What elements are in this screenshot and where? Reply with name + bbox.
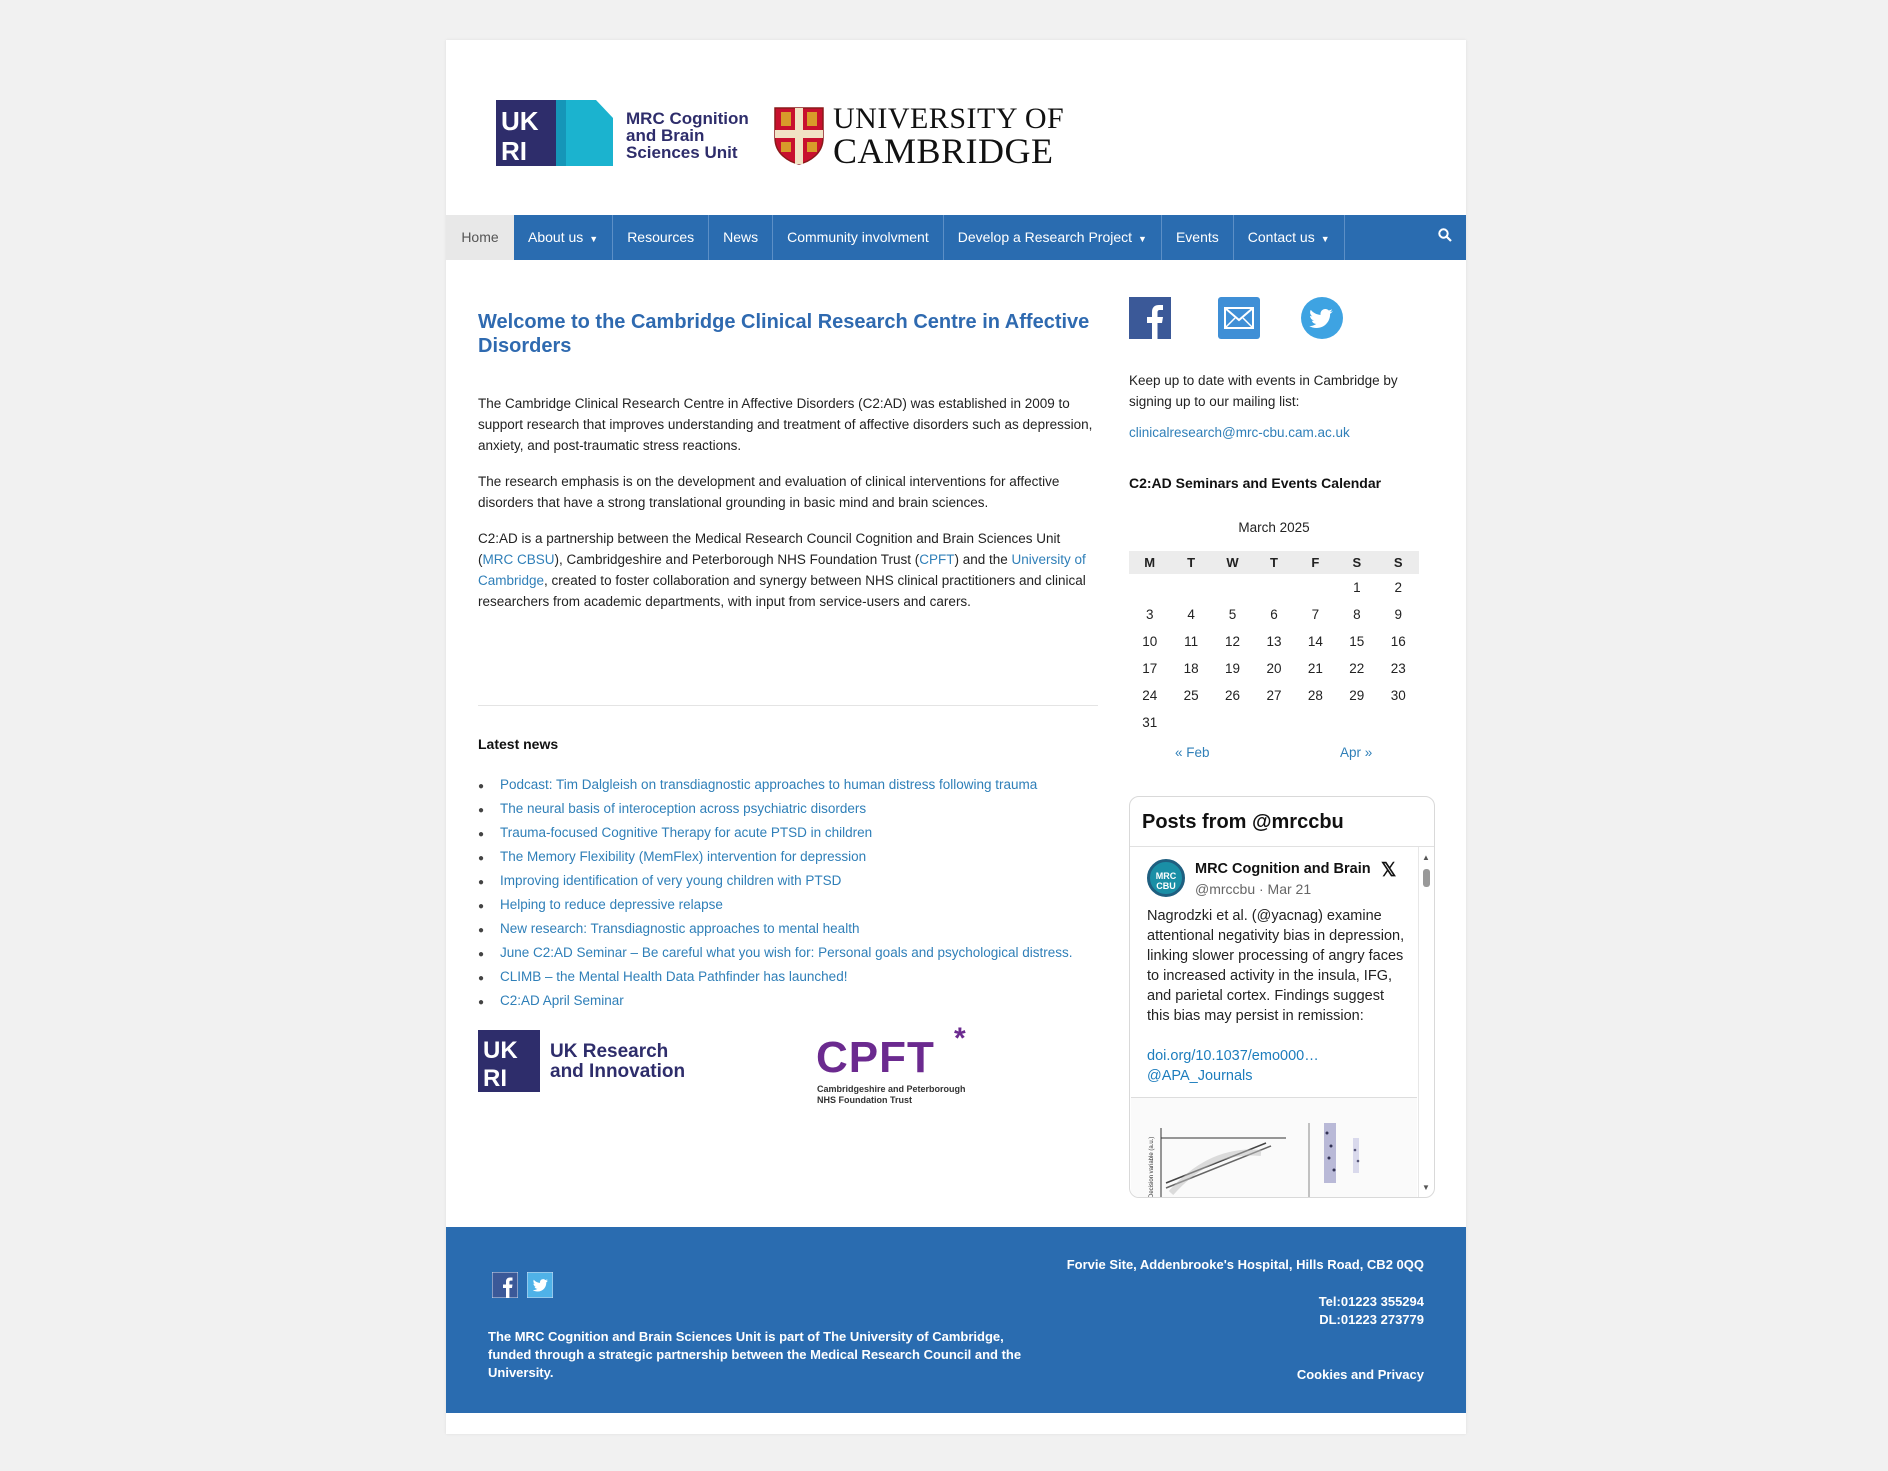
calendar-day[interactable]: 13 (1266, 634, 1282, 649)
weekday: T (1253, 551, 1294, 574)
calendar-day[interactable]: 17 (1142, 661, 1158, 676)
site-footer (446, 1227, 1466, 1413)
news-link[interactable]: New research: Transdiagnostic approaches to mental health (500, 921, 860, 936)
bullet: ● (478, 949, 485, 960)
calendar-day[interactable]: 2 (1394, 580, 1403, 595)
mrc-cbsu-link[interactable]: MRC CBSU (482, 552, 555, 567)
weekday: T (1170, 551, 1211, 574)
calendar-day (1253, 574, 1294, 601)
email-icon[interactable] (1218, 297, 1260, 339)
footer-tel: Tel:01223 355294 (1318, 1294, 1424, 1309)
news-item[interactable] (478, 774, 1073, 798)
calendar-week-row (1129, 574, 1419, 601)
bullet: ● (478, 877, 485, 888)
calendar-month: March 2025 (1238, 520, 1310, 535)
bullet: ● (478, 925, 485, 936)
bullet: ● (478, 853, 485, 864)
bullet: ● (478, 781, 485, 792)
news-link[interactable]: Trauma-focused Cognitive Therapy for acute PTSD in children (500, 825, 873, 840)
calendar-day[interactable]: 23 (1390, 661, 1406, 676)
calendar-day[interactable]: 30 (1390, 688, 1406, 703)
news-link[interactable]: Helping to reduce depressive relapse (500, 897, 723, 912)
calendar-heading: C2:AD Seminars and Events Calendar (1129, 475, 1382, 491)
nav-resources[interactable]: Resources (613, 215, 709, 260)
calendar-day[interactable]: 18 (1183, 661, 1199, 676)
news-list (478, 774, 1073, 1014)
svg-text:RI: RI (483, 1065, 507, 1092)
calendar-day[interactable]: 15 (1349, 634, 1365, 649)
university-of-cambridge-wordmark[interactable]: UNIVERSITY OF CAMBRIDGE (833, 102, 1065, 171)
news-item[interactable] (478, 798, 1073, 822)
calendar-day (1336, 709, 1377, 736)
page (446, 40, 1466, 1434)
calendar-day[interactable]: 3 (1145, 607, 1154, 622)
bullet: ● (478, 973, 485, 984)
news-item[interactable] (478, 990, 1073, 1014)
calendar-day[interactable]: 14 (1307, 634, 1323, 649)
calendar-day[interactable]: 7 (1311, 607, 1320, 622)
svg-text:RI: RI (501, 136, 527, 166)
calendar-day (1378, 709, 1419, 736)
tweet-link[interactable]: doi.org/10.1037/emo000… (1147, 1048, 1319, 1064)
research-paragraph: The research emphasis is on the development and evaluation of clinical interventions for affective disorders that have a strong translational grounding in basic mind and brain sciences. (478, 474, 1060, 510)
calendar-day (1170, 709, 1211, 736)
footer-phone (1319, 1293, 1424, 1329)
bullet: ● (478, 829, 485, 840)
scroll-down-icon[interactable]: ▼ (1422, 1183, 1430, 1192)
calendar-day[interactable]: 26 (1225, 688, 1241, 703)
twitter-icon[interactable] (527, 1272, 553, 1298)
ukri-logo[interactable] (496, 100, 613, 166)
facebook-icon[interactable] (492, 1272, 518, 1298)
nav-contact-us[interactable] (1234, 215, 1345, 260)
calendar-day[interactable]: 31 (1142, 715, 1158, 730)
news-item[interactable] (478, 894, 1073, 918)
bullet: ● (478, 901, 485, 912)
partnership-text: , created to foster collaboration and synergy between NHS clinical practitioners and clinical researchers from academic departments, with input from service-users and carers. (478, 573, 1086, 609)
calendar-day (1170, 574, 1211, 601)
calendar-day[interactable]: 25 (1183, 688, 1199, 703)
calendar-day (1212, 709, 1253, 736)
avatar[interactable]: MRC CBU (1147, 859, 1185, 897)
svg-text:UK: UK (483, 1037, 518, 1064)
calendar-week-row (1129, 655, 1419, 682)
calendar-day[interactable]: 1 (1353, 580, 1361, 595)
weekday: S (1378, 551, 1419, 574)
calendar-day[interactable]: 22 (1349, 661, 1365, 676)
nav-news[interactable]: News (709, 215, 773, 260)
asterisk-icon: * (954, 1022, 966, 1055)
ukri-partner-name: UK Research and Innovation (550, 1041, 686, 1082)
calendar-day[interactable]: 16 (1390, 634, 1406, 649)
calendar-week-row (1129, 628, 1419, 655)
intro-paragraph: The Cambridge Clinical Research Centre in Affective Disorders (C2:AD) was established in 2009 to support research that improves understanding and treatment of affective disorders such as depression, anxiety, and post-traumatic stress reactions. (478, 396, 1093, 453)
calendar-day[interactable]: 27 (1266, 688, 1282, 703)
footer-address: Forvie Site, Addenbrooke's Hospital, Hills Road, CB2 0QQ (1066, 1257, 1424, 1272)
timeline-header: Posts from @mrccbu (1142, 811, 1344, 833)
twitter-icon[interactable] (1301, 297, 1343, 339)
calendar-day (1253, 709, 1294, 736)
nav-about-us-label: About us (528, 229, 584, 245)
weekday: S (1336, 551, 1377, 574)
svg-text:UK: UK (501, 106, 539, 136)
nav-develop-project-label: Develop a Research Project (957, 229, 1133, 245)
calendar-day[interactable]: 8 (1353, 607, 1361, 622)
tweet-mention[interactable]: @APA_Journals (1147, 1068, 1253, 1084)
x-logo-icon[interactable]: 𝕏 (1381, 860, 1397, 881)
nav-community[interactable]: Community involvment (773, 215, 944, 260)
calendar-day[interactable]: 9 (1394, 607, 1403, 622)
mailing-list-email-link[interactable]: clinicalresearch@mrc-cbu.cam.ac.uk (1129, 425, 1350, 440)
search-icon[interactable] (1438, 215, 1452, 260)
tweet-text: Nagrodzki et al. (@yacnag) examine attentional negativity bias in depression, linking slower processing of angry faces to increased activity in the insula, IFG, and parietal cortex. Findings suggest this bias may persist in remission: (1147, 908, 1405, 1024)
news-link[interactable]: June C2:AD Seminar – Be careful what you wish for: Personal goals and psychological distress. (500, 945, 1073, 960)
calendar-week-row (1129, 709, 1419, 736)
news-link[interactable]: CLIMB – the Mental Health Data Pathfinder has launched! (500, 969, 848, 984)
tweet-author-handle: @mrccbu · Mar 21 (1195, 881, 1312, 897)
news-link[interactable]: The Memory Flexibility (MemFlex) intervention for depression (500, 849, 867, 864)
ukri-mark-icon (478, 1030, 540, 1092)
scroll-up-icon[interactable]: ▲ (1422, 853, 1430, 862)
divider (478, 705, 1098, 706)
calendar-day[interactable]: 12 (1225, 634, 1241, 649)
nav-events[interactable]: Events (1162, 215, 1234, 260)
weekday: M (1129, 551, 1170, 574)
site-header (446, 40, 1466, 215)
news-item[interactable] (478, 870, 1073, 894)
twitter-timeline-widget (1129, 796, 1435, 1198)
calendar-day (1129, 574, 1170, 601)
nav-develop-project[interactable] (944, 215, 1162, 260)
latest-news-heading: Latest news (478, 736, 559, 752)
caret-down-icon: ▼ (589, 234, 599, 244)
footer-description: The MRC Cognition and Brain Sciences Unit is part of The University of Cambridge, funded through a strategic partnership between the Medical Research Council and the University. (488, 1329, 1022, 1380)
mrc-cbu-name: MRC Cognition and Brain Sciences Unit (626, 109, 749, 162)
calendar-week-row (1129, 601, 1419, 628)
calendar-day[interactable]: 20 (1266, 661, 1282, 676)
calendar-day[interactable]: 5 (1228, 607, 1237, 622)
news-link[interactable]: Podcast: Tim Dalgleish on transdiagnostic approaches to human distress following trauma (500, 777, 1038, 792)
news-item[interactable] (478, 942, 1073, 966)
caret-down-icon: ▼ (1138, 234, 1147, 244)
bullet: ● (478, 997, 485, 1008)
caret-down-icon: ▼ (1320, 234, 1330, 244)
cpft-subtitle: Cambridgeshire and Peterborough NHS Foundation Trust (817, 1084, 966, 1105)
calendar-day (1295, 709, 1336, 736)
events-calendar (1129, 551, 1419, 736)
cpft-wordmark: CPFT (816, 1033, 935, 1082)
tweet-author-name[interactable]: MRC Cognition and Brain (1195, 861, 1371, 877)
news-item[interactable] (478, 918, 1073, 942)
nav-contact-us-label: Contact us (1247, 229, 1315, 245)
cpft-link[interactable]: CPFT (919, 552, 955, 567)
news-item[interactable] (478, 822, 1073, 846)
bullet: ● (478, 805, 485, 816)
calendar-day[interactable]: 11 (1184, 634, 1199, 649)
news-link[interactable]: Improving identification of very young children with PTSD (500, 873, 842, 888)
weekday: F (1295, 551, 1336, 574)
calendar-day[interactable]: 4 (1187, 607, 1195, 622)
facebook-icon[interactable] (1129, 297, 1171, 339)
calendar-day[interactable]: 29 (1349, 688, 1365, 703)
partnership-text: ) and the (954, 552, 1012, 567)
cambridge-crest-icon (773, 106, 825, 166)
nav-home[interactable]: Home (446, 215, 514, 260)
calendar-next-month[interactable]: Apr » (1340, 745, 1373, 760)
tweet[interactable] (1130, 847, 1419, 1197)
calendar-day (1212, 574, 1253, 601)
timeline-scrollbar[interactable] (1419, 847, 1434, 1197)
partnership-paragraph (478, 528, 1098, 612)
scrollbar-thumb[interactable] (1423, 869, 1430, 887)
news-link[interactable]: The neural basis of interoception across psychiatric disorders (500, 801, 867, 816)
university-link[interactable]: University of Cambridge (478, 552, 1086, 588)
partnership-text: C2:AD is a partnership between the Medical Research Council Cognition and Brain Sciences Unit ( (478, 531, 1061, 567)
calendar-day (1295, 574, 1336, 601)
calendar-day[interactable]: 28 (1307, 688, 1323, 703)
tweet-image[interactable] (1131, 1097, 1417, 1198)
calendar-day[interactable]: 6 (1270, 607, 1278, 622)
calendar-weekday-row (1129, 551, 1419, 574)
partnership-text: ), Cambridgeshire and Peterborough NHS Foundation Trust ( (554, 552, 920, 567)
svg-text:Decision variable (a.u.): Decision variable (a.u.) (1149, 1136, 1155, 1198)
page-title: Welcome to the Cambridge Clinical Research Centre in Affective Disorders (478, 311, 1090, 357)
cookies-privacy-link[interactable]: Cookies and Privacy (1296, 1367, 1424, 1382)
footer-dl: DL:01223 273779 (1319, 1312, 1424, 1327)
weekday: W (1212, 551, 1253, 574)
calendar-day[interactable]: 10 (1142, 634, 1158, 649)
calendar-day[interactable]: 21 (1307, 661, 1323, 676)
calendar-prev-month[interactable]: « Feb (1175, 745, 1210, 760)
news-link[interactable]: C2:AD April Seminar (500, 993, 624, 1008)
news-item[interactable] (478, 966, 1073, 990)
news-item[interactable] (478, 846, 1073, 870)
calendar-week-row (1129, 682, 1419, 709)
nav-about-us[interactable] (514, 215, 613, 260)
calendar-day[interactable]: 24 (1142, 688, 1158, 703)
main-nav (446, 215, 1466, 260)
calendar-day[interactable]: 19 (1225, 661, 1241, 676)
mailing-list-text: Keep up to date with events in Cambridge by signing up to our mailing list: (1129, 373, 1398, 409)
